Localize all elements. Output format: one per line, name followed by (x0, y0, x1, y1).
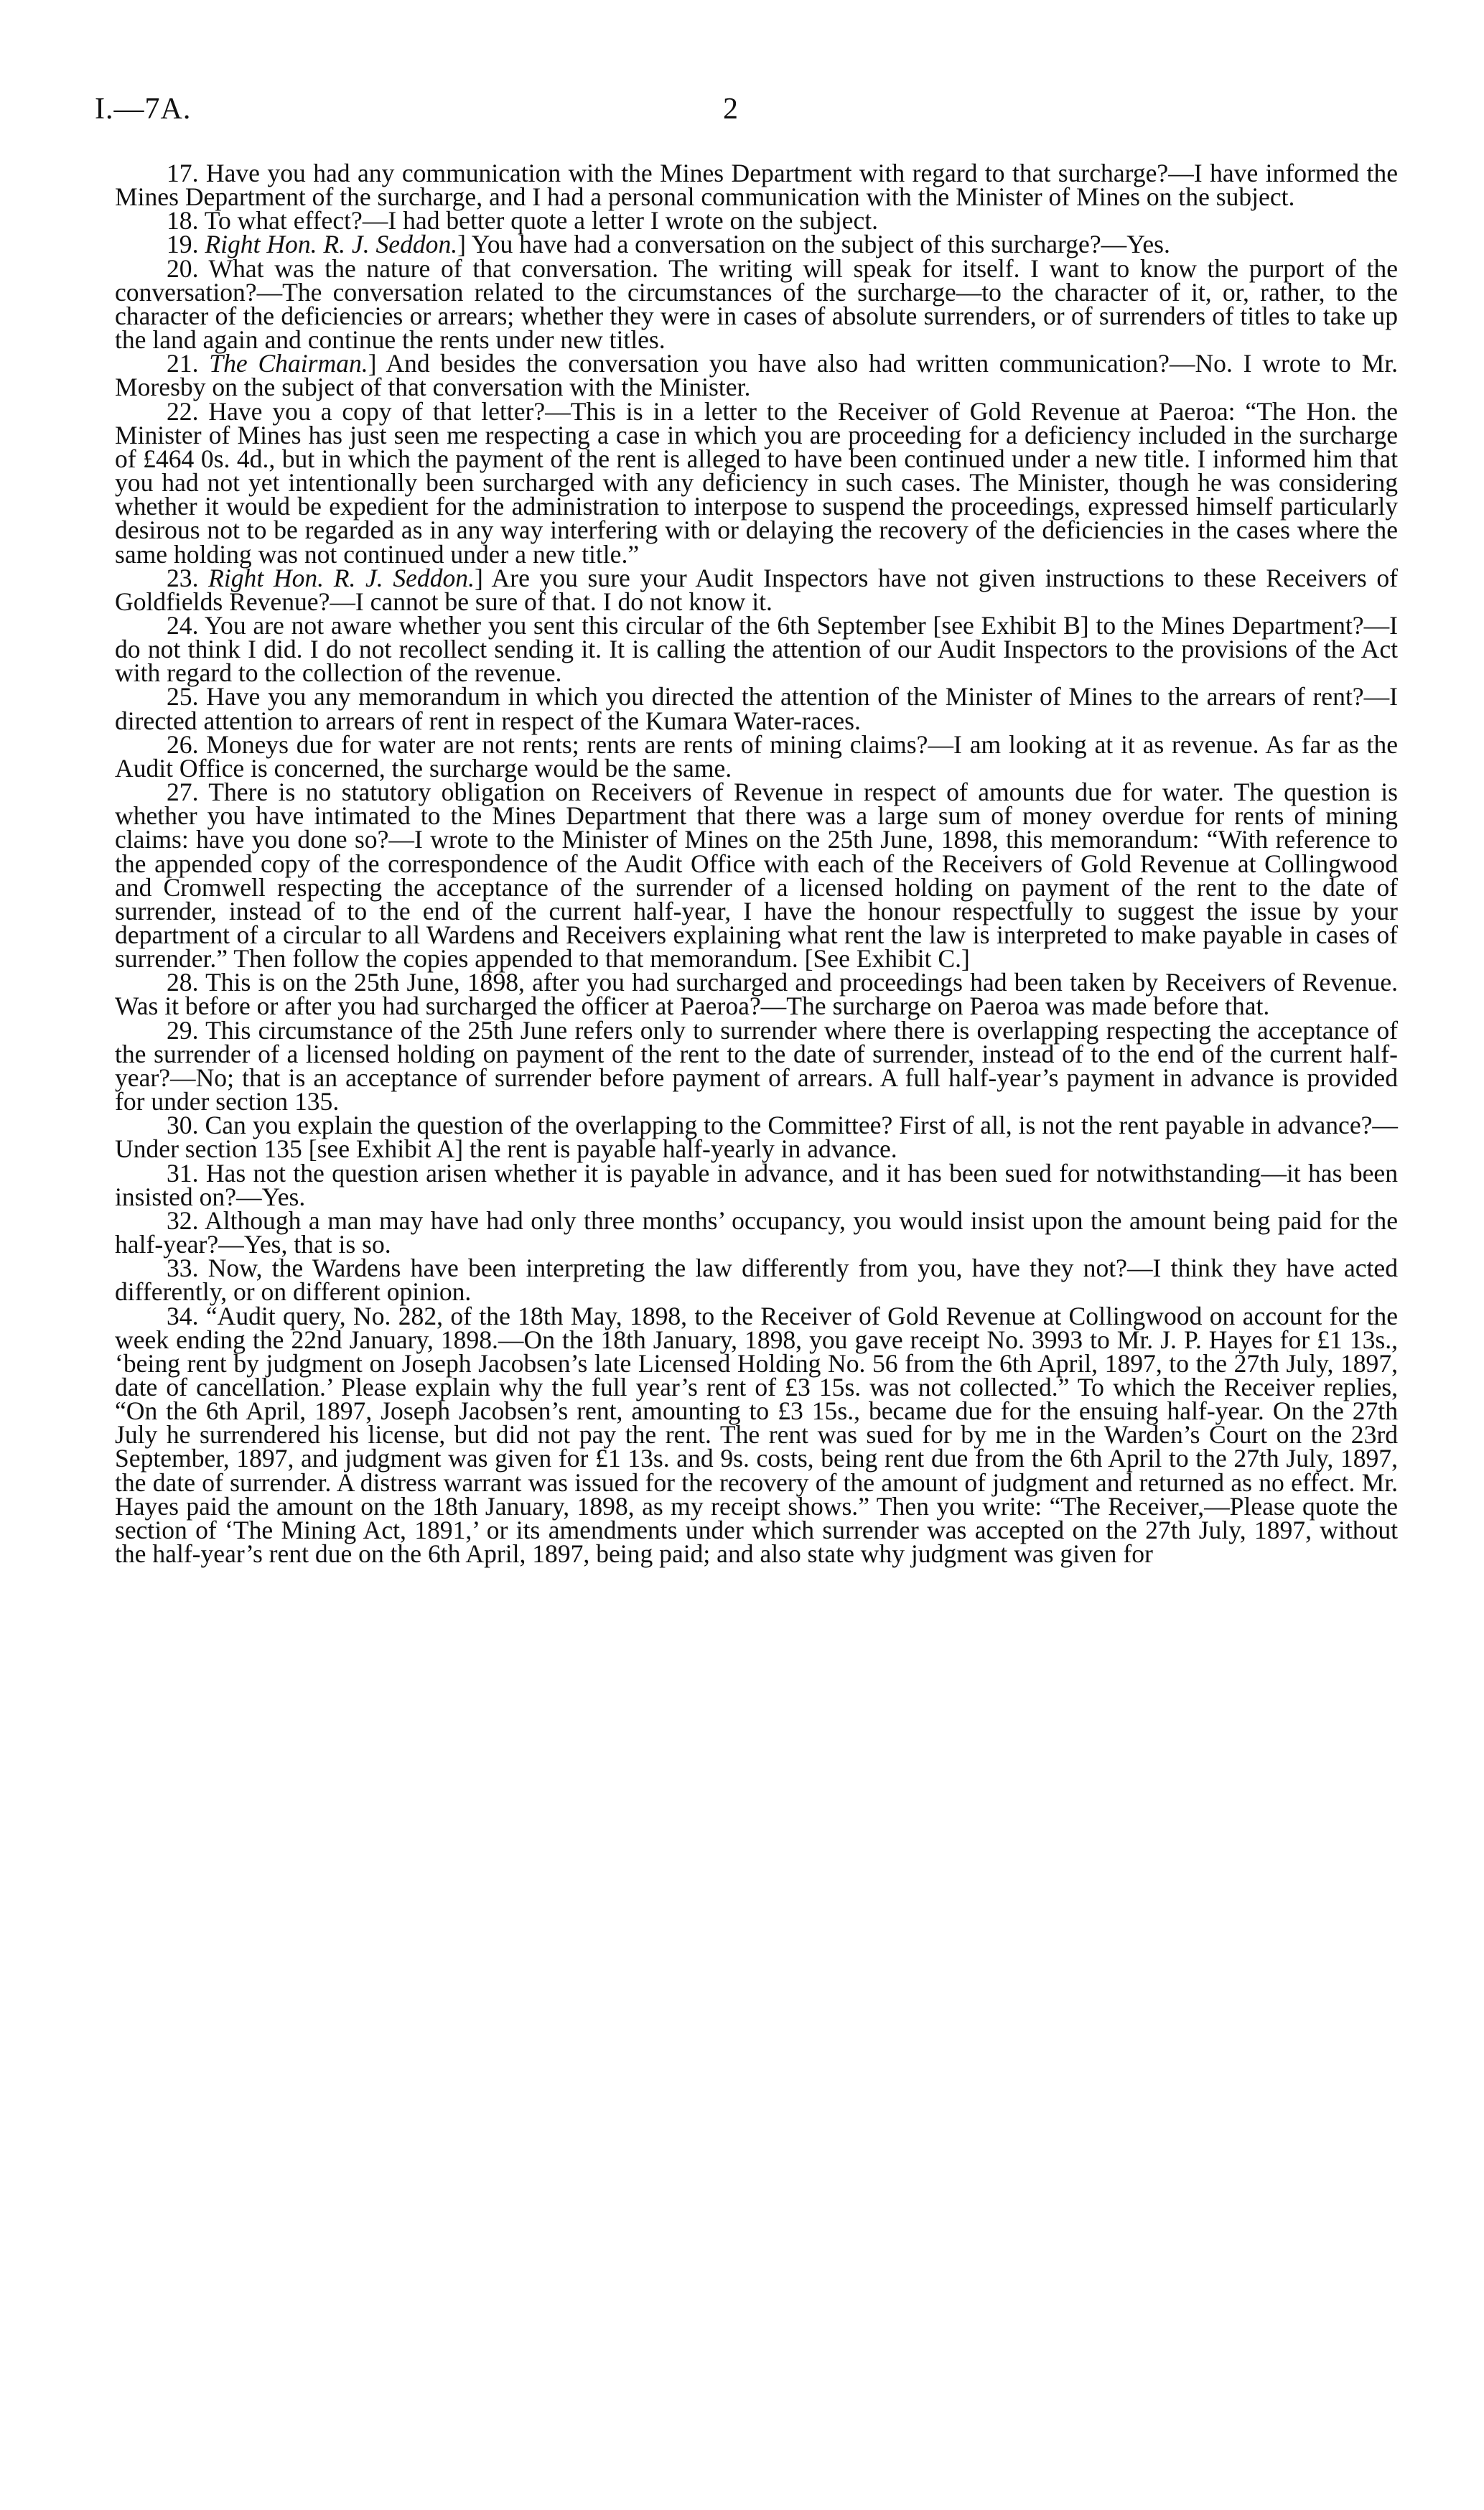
paragraph-text: 31. Has not the question arisen whether it is payable in advance, and it has been sued for notwithstanding—it has been insisted on?—Yes. (115, 1158, 1398, 1211)
paragraph-text: 18. To what effect?—I had better quote a letter I wrote on the subject. (167, 206, 879, 235)
question-paragraph-33 (115, 1254, 1398, 1307)
document-reference: I.—7A. (95, 93, 192, 126)
speaker-name: The Chairman. (209, 349, 368, 378)
question-paragraph-24 (115, 610, 1398, 688)
paragraph-text: 20. What was the nature of that conversation. The writing will speak for itself. I want to know the purport of the conversation?—The conversation related to the circumstances of the surcharge—to the character of it, or, rather, to the character of the deficiencies or arrears; whether they were in cases of absolute surrenders, or of surrenders of titles to take up the land again and continue the rents under new titles. (115, 253, 1398, 355)
question-paragraph-31 (115, 1158, 1398, 1211)
paragraph-text: 32. Although a man may have had only three months’ occupancy, you would insist upon the amount being paid for the half-year?—Yes, that is so. (115, 1205, 1398, 1259)
question-paragraph-17 (115, 159, 1398, 212)
question-paragraph-30 (115, 1111, 1398, 1164)
question-paragraph-20 (115, 253, 1398, 355)
paragraph-text: 21. (167, 349, 210, 378)
question-paragraph-26 (115, 729, 1398, 783)
question-paragraph-25 (115, 682, 1398, 735)
question-paragraph-28 (115, 968, 1398, 1021)
paragraph-text: 30. Can you explain the question of the overlapping to the Committee? First of all, is not the rent payable in advance?—Under section 135 [see Exhibit A] the rent is payable half-yearly in advance. (115, 1111, 1398, 1164)
paragraph-text: 25. Have you any memorandum in which you directed the attention of the Minister of Mines to the arrears of rent?—I directed attention to arrears of rent in respect of the Kumara Water-races. (115, 682, 1398, 735)
paragraph-text: ] You have had a conversation on the subject of this surcharge?—Yes. (457, 230, 1170, 259)
document-body (115, 159, 1398, 1569)
paragraph-text: ] Are you sure your Audit Inspectors have not given instructions to these Receivers of Goldfields Revenue?—I cannot be sure of that. I do not know it. (115, 563, 1398, 616)
page-number: 2 (723, 93, 738, 126)
question-paragraph-34 (115, 1301, 1398, 1569)
paragraph-text: 33. Now, the Wardens have been interpreting the law differently from you, have they not?—I think they have acted differently, or on different opinion. (115, 1254, 1398, 1307)
question-paragraph-21 (115, 349, 1398, 402)
question-paragraph-32 (115, 1205, 1398, 1259)
paragraph-text: 17. Have you had any communication with the Mines Department with regard to that surcharge?—I have informed the Mines Department of the surcharge, and I had a personal communication with the Minister of Mines on the subject. (115, 159, 1398, 212)
paragraph-text: 34. “Audit query, No. 282, of the 18th May, 1898, to the Receiver of Gold Revenue at Collingwood on account for the week ending the 22nd January, 1898.—On the 18th January, 1898, you gave receipt No. 3993 to Mr. J. P. Hayes for £1 13s., ‘being rent by judgment on Joseph Jacobsen’s late Licensed Holding No. 56 from the 6th April, 1897, to the 27th July, 1897, date of cancellation.’ Please explain why the full year’s rent of £3 15s. was not collected.” To which the Receiver replies, “On the 6th April, 1897, Joseph Jacobsen’s rent, amounting to £3 15s., became due for the ensuing half-year. On the 27th July he surrendered his license, but did not pay the rent. The rent was sued for by me in the Warden’s Court on the 23rd September, 1897, and judgment was given for £1 13s. and 9s. costs, being rent due from the 6th April to the 27th July, 1897, the date of surrender. A distress warrant was issued for the recovery of the amount of judgment and returned as no effect. Mr. Hayes paid the amount on the 18th January, 1898, as my receipt shows.” Then you write: “The Receiver,—Please quote the section of ‘The Mining Act, 1891,’ or its amendments under which surrender was accepted on the 27th July, 1897, without the half-year’s rent due on the 6th April, 1897, being paid; and also state why judgment was given for (115, 1301, 1398, 1569)
paragraph-text: 19. (167, 230, 205, 259)
speaker-name: Right Hon. R. J. Seddon. (205, 230, 458, 259)
paragraph-text: 23. (167, 563, 209, 592)
paragraph-text: 26. Moneys due for water are not rents; rents are rents of mining claims?—I am looking at it as revenue. As far as the Audit Office is concerned, the surcharge would be the same. (115, 729, 1398, 783)
question-paragraph-23 (115, 563, 1398, 616)
paragraph-text: 29. This circumstance of the 25th June refers only to surrender where there is overlapping respecting the acceptance of the surrender of a licensed holding on payment of the rent to the date of surrender, instead of to the end of the current half-year?—No; that is an acceptance of surrender before payment of arrears. A full half-year’s payment in advance is provided for under section 135. (115, 1015, 1398, 1116)
question-paragraph-27 (115, 778, 1398, 974)
paragraph-text: 22. Have you a copy of that letter?—This is in a letter to the Receiver of Gold Revenue at Paeroa: “The Hon. the Minister of Mines has just seen me respecting a case in which you are proceeding for a deficiency included in the surcharge of £464 0s. 4d., but in which the payment of the rent is alleged to have been continued under a new title. I informed him that you had not yet intentionally been surcharged with any deficiency in such cases. The Minister, though he was considering whether it would be expedient for the administration to interpose to suspend the proceedings, expressed himself particularly desirous not to be regarded as in any way interfering with or delaying the recovery of the deficiencies in the cases where the same holding was not continued under a new title.” (115, 396, 1398, 569)
paragraph-text: 27. There is no statutory obligation on Receivers of Revenue in respect of amounts due for water. The question is whether you have intimated to the Mines Department that there was a large sum of money overdue for rents of mining claims: have you done so?—I wrote to the Minister of Mines on the 25th June, 1898, this memorandum: “With reference to the appended copy of the correspondence of the Audit Office with each of the Receivers of Gold Revenue at Collingwood and Cromwell respecting the acceptance of the surrender of a licensed holding on payment of the rent to the date of surrender, instead of to the end of the current half-year, I have the honour respectfully to suggest the issue by your department of a circular to all Wardens and Receivers explaining what rent the law is interpreted to make payable in cases of surrender.” Then follow the copies appended to that memorandum. [See Exhibit C.] (115, 778, 1398, 974)
page-header (95, 92, 1398, 135)
paragraph-text: 24. You are not aware whether you sent this circular of the 6th September [see Exhibit B] to the Mines Department?—I do not think I did. I do not recollect sending it. It is calling the attention of our Audit Inspectors to the provisions of the Act with regard to the collection of the revenue. (115, 610, 1398, 688)
question-paragraph-29 (115, 1015, 1398, 1116)
speaker-name: Right Hon. R. J. Seddon. (208, 563, 475, 592)
question-paragraph-22 (115, 396, 1398, 569)
paragraph-text: 28. This is on the 25th June, 1898, after you had surcharged and proceedings had been taken by Receivers of Revenue. Was it before or after you had surcharged the officer at Paeroa?—The surcharge on Paeroa was made before that. (115, 968, 1398, 1021)
paragraph-text: ] And besides the conversation you have also had written communication?—No. I wrote to Mr. Moresby on the subject of that conversation with the Minister. (115, 349, 1398, 402)
